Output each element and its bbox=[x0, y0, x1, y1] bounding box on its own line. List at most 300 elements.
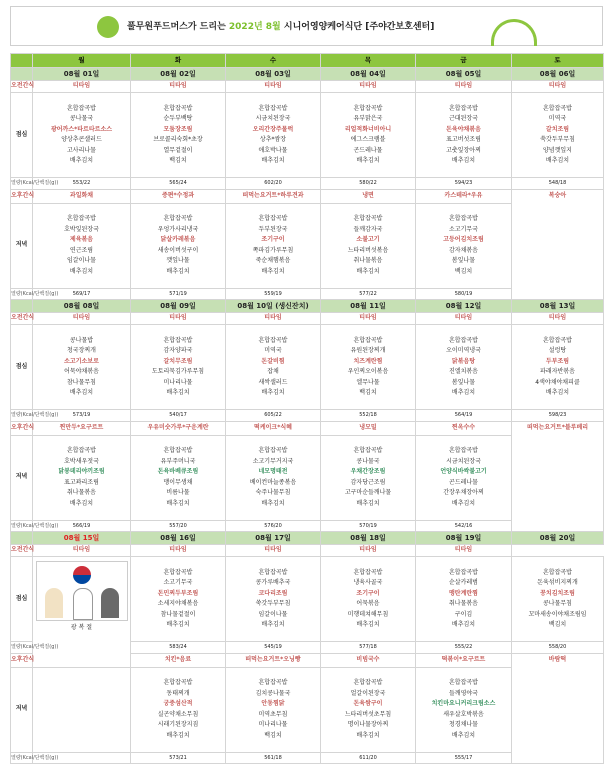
menu-item: 표고버섯조림 bbox=[446, 136, 481, 143]
pm-snack-cell: 떡케이크*식혜 bbox=[226, 421, 321, 435]
cal-cell: 598/23 bbox=[512, 410, 604, 422]
lunch-cell bbox=[33, 325, 131, 410]
am-snack-cell: 티타임 bbox=[131, 81, 226, 93]
menu-item: 콩나물무침 bbox=[543, 600, 572, 607]
lunch-row bbox=[11, 325, 604, 410]
cal-cell: 602/20 bbox=[226, 178, 321, 190]
menu-item: 시래기된장지짐 bbox=[157, 721, 199, 728]
dinner-cell bbox=[33, 435, 131, 520]
date-cell: 08월 11일 bbox=[321, 300, 416, 313]
dinner-cell bbox=[321, 435, 416, 520]
menu-item: 4색야채야채피클 bbox=[535, 378, 580, 386]
date-cell: 08월 13일 bbox=[512, 300, 604, 313]
day-header-2: 수 bbox=[226, 54, 321, 68]
cal-cell: 611/20 bbox=[321, 752, 416, 764]
menu-item: 배추김치 bbox=[166, 499, 190, 507]
menu-item: 고구마순들깨나물 bbox=[344, 489, 392, 496]
menu-item: 돈육야채볶음 bbox=[446, 125, 481, 133]
menu-item: 숙주나물무침 bbox=[255, 489, 291, 496]
pm-snack-cell: 떡볶이*요구르트 bbox=[416, 653, 512, 667]
menu-item: 궁중섬산적 bbox=[163, 700, 193, 707]
pm-snack-cell: 과일화채 bbox=[33, 189, 131, 203]
menu-item: 유부맑은국 bbox=[353, 115, 383, 122]
lunch-cell bbox=[416, 557, 512, 642]
cal-cell: 570/19 bbox=[321, 520, 416, 532]
menu-item: 미행데쳐해무침 bbox=[347, 610, 389, 618]
date-cell: 08월 15일 bbox=[33, 532, 131, 545]
cal-cell: 545/19 bbox=[226, 642, 321, 654]
menu-item: 꼬마새송이야채조림임 bbox=[528, 610, 587, 618]
am-snack-label: 오전간식 bbox=[11, 545, 33, 557]
menu-item: 흔합잡곡밥 bbox=[67, 104, 96, 112]
dinner-cell bbox=[226, 203, 321, 288]
menu-item: 흔합잡곡밥 bbox=[449, 215, 478, 222]
am-snack-label: 오전간식 bbox=[11, 81, 33, 93]
pm-snack-row bbox=[11, 189, 604, 203]
menu-item: 연근조림 bbox=[69, 246, 94, 254]
menu-item: 들깨감자국 bbox=[353, 225, 383, 233]
date-row bbox=[11, 300, 604, 313]
am-snack-cell: 티타임 bbox=[33, 313, 131, 325]
cal-cell: 605/22 bbox=[226, 410, 321, 422]
menu-item: 흔합잡곡밥 bbox=[163, 679, 193, 686]
menu-item: 흔합잡곡밥 bbox=[543, 568, 572, 576]
menu-item: 배추김치 bbox=[451, 621, 476, 628]
pm-snack-cell: 카스테라*우유 bbox=[416, 189, 512, 203]
lunch-label: 점심 bbox=[11, 325, 33, 410]
dinner-cal-label: 열량(Kcal/단백질(g)) bbox=[11, 520, 33, 532]
date-row bbox=[11, 532, 604, 545]
am-snack-cell: 티타임 bbox=[416, 313, 512, 325]
menu-item: 유부주머니국 bbox=[160, 457, 196, 465]
menu-item: 양념깻잎지 bbox=[543, 146, 572, 154]
menu-item: 코다리조림 bbox=[258, 589, 288, 597]
date-row bbox=[11, 68, 604, 81]
cal-cell: 542/16 bbox=[416, 520, 512, 532]
menu-item: 닭봉데리야끼조림 bbox=[58, 468, 105, 475]
date-corner bbox=[11, 532, 33, 545]
menu-item: 소고기무국 bbox=[163, 579, 193, 586]
menu-item: 언양식바싹불고기 bbox=[440, 468, 487, 475]
menu-item: 새우살호박볶음 bbox=[443, 710, 484, 718]
menu-item: 콩나물국 bbox=[69, 115, 94, 122]
holiday-cell bbox=[33, 557, 131, 668]
menu-item: 백김치 bbox=[169, 157, 187, 164]
menu-item: 배추김치 bbox=[69, 267, 94, 275]
pm-snack-cell: 떠먹는요거트*오닝빵 bbox=[226, 653, 321, 667]
menu-item: 순두부백탕 bbox=[163, 115, 193, 122]
holiday-flag-illustration-icon bbox=[36, 561, 128, 621]
lunch-cell bbox=[131, 325, 226, 410]
dinner-label: 저녁 bbox=[11, 667, 33, 752]
title-prefix: 풀무원푸드머스가 드리는 bbox=[127, 22, 229, 32]
cal-cell: 557/20 bbox=[131, 520, 226, 532]
menu-item: 쪽파김가루무침 bbox=[252, 246, 294, 254]
cal-cell: 580/22 bbox=[321, 178, 416, 190]
date-cell: 08월 16일 bbox=[131, 532, 226, 545]
cal-cell: 559/19 bbox=[226, 288, 321, 300]
menu-item: 리얼적화너비아니 bbox=[344, 125, 392, 133]
menu-item: 맹이무생채 bbox=[163, 478, 193, 486]
cal-cell: 594/23 bbox=[416, 178, 512, 190]
dinner-cell bbox=[321, 667, 416, 752]
pm-snack-cell: 바람떡 bbox=[512, 653, 604, 764]
date-cell: 08월 10일 (생신잔치) bbox=[226, 300, 321, 313]
lunch-cell bbox=[131, 557, 226, 642]
date-cell: 08월 02일 bbox=[131, 68, 226, 81]
menu-item: 배추김치 bbox=[356, 267, 380, 275]
menu-item: 흔합잡곡밥 bbox=[449, 447, 478, 454]
menu-item: 상추*쌈장 bbox=[259, 136, 287, 143]
illustration-part bbox=[45, 588, 63, 618]
date-cell: 08월 09일 bbox=[131, 300, 226, 313]
menu-item: 돈육섞비지찌개 bbox=[537, 579, 578, 586]
menu-item: 흔합잡곡밥 bbox=[258, 568, 288, 576]
pm-snack-cell: 찐만두*요구르트 bbox=[33, 421, 131, 435]
menu-item: 배추김치 bbox=[166, 267, 190, 275]
pm-snack-cell: 찐옥수수 bbox=[416, 421, 512, 435]
lunch-cell bbox=[321, 325, 416, 410]
lunch-cell bbox=[131, 93, 226, 178]
menu-item: 오리간장주물럭 bbox=[252, 125, 294, 133]
dinner-cell bbox=[416, 435, 512, 520]
cal-cell: 553/22 bbox=[33, 178, 131, 190]
lunch-cell bbox=[416, 93, 512, 178]
dinner-cell bbox=[131, 435, 226, 520]
menu-item: 미역국 bbox=[264, 347, 282, 354]
am-snack-row bbox=[11, 545, 604, 557]
menu-item: 새싹샐러드 bbox=[258, 378, 288, 386]
menu-item: 치즈계란찜 bbox=[353, 357, 383, 365]
lunch-label: 점심 bbox=[11, 557, 33, 642]
menu-item: 흔합잡곡밥 bbox=[353, 568, 383, 576]
menu-item: 소세지야채볶음 bbox=[157, 600, 199, 607]
pm-snack-cell: 비빔국수 bbox=[321, 653, 416, 667]
pm-snack-cell: 복숭아 bbox=[512, 189, 604, 300]
menu-item: 돈육쌈구이 bbox=[353, 700, 383, 707]
menu-item: 오이미역냉국 bbox=[446, 347, 481, 354]
menu-item: 미역초무침 bbox=[258, 710, 288, 718]
dinner-cell bbox=[131, 203, 226, 288]
menu-item: 백김치 bbox=[359, 389, 377, 396]
am-snack-cell: 티타임 bbox=[33, 81, 131, 93]
menu-item: 실곤약채소무침 bbox=[157, 710, 199, 718]
menu-item: 조기구이 bbox=[356, 589, 380, 597]
am-snack-cell: 티타임 bbox=[321, 545, 416, 557]
menu-item: 배추김치 bbox=[166, 621, 190, 628]
menu-item: 호박잎된장국 bbox=[64, 225, 99, 233]
menu-item: 콩나물밥 bbox=[69, 336, 94, 344]
menu-item: 꽁치김치조림 bbox=[540, 589, 575, 597]
dinner-cell bbox=[226, 667, 321, 752]
menu-item: 배추김치 bbox=[356, 731, 380, 739]
menu-item: 흔합잡곡밥 bbox=[353, 215, 383, 222]
menu-item: 광어까스*타르타르소스 bbox=[50, 125, 113, 133]
menu-item: 흔합잡곡밥 bbox=[67, 447, 96, 454]
menu-item: 참나물겉절이 bbox=[160, 610, 196, 618]
decorative-arc-icon bbox=[491, 19, 537, 46]
brand-logo-icon bbox=[97, 16, 119, 38]
menu-item: 백김치 bbox=[264, 731, 282, 739]
dinner-cell bbox=[226, 435, 321, 520]
pm-snack-label: 오후간식 bbox=[11, 421, 33, 435]
menu-item: 닭살카레볶음 bbox=[160, 236, 196, 243]
menu-item: 깻잎나물 bbox=[166, 257, 190, 264]
menu-item: 배추김치 bbox=[356, 621, 380, 628]
menu-item: 흔합잡곡밥 bbox=[163, 104, 193, 112]
menu-item: 감자채볶음 bbox=[449, 246, 478, 254]
menu-item: 봄잎나물 bbox=[451, 378, 476, 386]
menu-item: 미나리나물 bbox=[258, 721, 288, 728]
pm-snack-cell: 치킨*음료 bbox=[131, 653, 226, 667]
menu-item: 소고기무국 bbox=[449, 225, 478, 233]
menu-item: 소고기소보로 bbox=[64, 357, 99, 365]
corner-cell bbox=[11, 54, 33, 68]
am-snack-cell: 티타임 bbox=[416, 545, 512, 557]
menu-item: 비름나물 bbox=[166, 489, 190, 496]
menu-item: 순살카레범 bbox=[449, 579, 478, 586]
lunch-cell bbox=[226, 93, 321, 178]
menu-item: 김치콩나물국 bbox=[255, 689, 291, 697]
menu-item: 소고기무거지국 bbox=[252, 457, 294, 465]
am-snack-cell: 티타임 bbox=[131, 313, 226, 325]
day-header-0: 월 bbox=[33, 54, 131, 68]
menu-item: 진엘치볶음 bbox=[449, 368, 478, 375]
menu-item: 돈갈비찜 bbox=[261, 357, 285, 365]
menu-item: 백김치 bbox=[454, 267, 473, 275]
menu-item: 흔합잡곡밥 bbox=[258, 679, 288, 686]
menu-item: 배추김치 bbox=[166, 731, 190, 739]
am-snack-cell: 티타임 bbox=[512, 81, 604, 93]
day-header-4: 금 bbox=[416, 54, 512, 68]
menu-item: 미역국 bbox=[548, 115, 567, 122]
dinner-cell bbox=[321, 203, 416, 288]
menu-item: 흔합잡곡밥 bbox=[163, 568, 193, 576]
menu-item: 우인찌오이볶음 bbox=[347, 368, 389, 375]
menu-item: 조기구이 bbox=[261, 236, 285, 243]
menu-item: 배추김치 bbox=[356, 499, 380, 507]
menu-item: 배추김치 bbox=[451, 389, 476, 396]
menu-item: 에그스크램블 bbox=[350, 136, 386, 143]
menu-item: 갈치조림 bbox=[545, 125, 570, 133]
menu-item: 배추김치 bbox=[261, 157, 285, 164]
lunch-cell bbox=[512, 325, 604, 410]
menu-item: 곤드레나물 bbox=[353, 146, 383, 154]
date-cell: 08월 06일 bbox=[512, 68, 604, 81]
cal-cell: 573/21 bbox=[131, 752, 226, 764]
menu-item: 취나물볶음 bbox=[353, 257, 383, 264]
date-cell: 08월 03일 bbox=[226, 68, 321, 81]
day-header-3: 목 bbox=[321, 54, 416, 68]
menu-item: 고춧잎장아찌 bbox=[446, 146, 481, 154]
dinner-label: 저녁 bbox=[11, 203, 33, 288]
menu-item: 간장우채장아찌 bbox=[443, 489, 484, 496]
menu-item: 취나물볶음 bbox=[449, 600, 478, 607]
menu-item: 두부조림 bbox=[545, 357, 570, 365]
illustration-part bbox=[73, 588, 93, 620]
cal-cell: 552/18 bbox=[321, 410, 416, 422]
menu-item: 배추김치 bbox=[261, 621, 285, 628]
menu-item: 흔합잡곡밥 bbox=[258, 336, 288, 344]
menu-item: 배추김치 bbox=[356, 157, 380, 164]
date-cell: 08월 04일 bbox=[321, 68, 416, 81]
menu-item: 파래자반볶음 bbox=[540, 368, 575, 375]
lunch-label: 점심 bbox=[11, 93, 33, 178]
date-cell: 08월 18일 bbox=[321, 532, 416, 545]
menu-item: 치킨마요니커리크림소스 bbox=[431, 700, 496, 707]
date-cell: 08월 20일 bbox=[512, 532, 604, 545]
menu-item: 취나물볶음 bbox=[67, 489, 96, 496]
am-snack-cell: 티타임 bbox=[226, 313, 321, 325]
menu-item: 흔합잡곡밥 bbox=[543, 104, 572, 112]
lunch-cal-row bbox=[11, 178, 604, 190]
menu-item: 도토리묵김가루무침 bbox=[151, 368, 205, 375]
am-snack-cell: 티타임 bbox=[321, 313, 416, 325]
date-cell: 08월 01일 bbox=[33, 68, 131, 81]
menu-item: 잡채 bbox=[267, 368, 279, 375]
menu-item: 흔합잡곡밥 bbox=[543, 336, 572, 344]
menu-item: 배추김치 bbox=[451, 157, 476, 164]
menu-item: 베이컨마늘종볶음 bbox=[249, 478, 297, 486]
menu-item: 쑥갓두부무침 bbox=[540, 136, 575, 143]
lunch-cal-label: 열량(Kcal/단백질(g)) bbox=[11, 178, 33, 190]
am-snack-row bbox=[11, 313, 604, 325]
menu-item: 근대된장국 bbox=[449, 115, 478, 122]
am-snack-cell: 티타임 bbox=[416, 81, 512, 93]
menu-item: 어묵야채볶음 bbox=[64, 368, 99, 375]
lunch-cell bbox=[416, 325, 512, 410]
menu-item: 고사리나물 bbox=[67, 146, 96, 154]
am-snack-label: 오전간식 bbox=[11, 313, 33, 325]
illustration-part bbox=[101, 588, 119, 618]
date-corner bbox=[11, 300, 33, 313]
menu-item: 느타리버섯볶음 bbox=[347, 246, 389, 254]
cal-cell: 577/18 bbox=[321, 642, 416, 654]
header-banner bbox=[10, 6, 603, 46]
menu-item: 흔합잡곡밥 bbox=[258, 104, 288, 112]
cal-cell: 569/17 bbox=[33, 288, 131, 300]
cal-cell: 576/20 bbox=[226, 520, 321, 532]
menu-item: 구이김 bbox=[454, 610, 473, 618]
menu-item: 흔합잡곡밥 bbox=[449, 104, 478, 112]
menu-item: 동태찌개 bbox=[166, 689, 190, 697]
menu-item: 흔합잡곡밥 bbox=[353, 104, 383, 112]
pm-snack-cell: 떠먹는요거트*블루베리 bbox=[512, 421, 604, 532]
menu-item: 안동찜닭 bbox=[261, 700, 285, 707]
menu-item: 임갈이나물 bbox=[67, 257, 96, 264]
menu-item: 임갈이나물 bbox=[258, 610, 288, 618]
cal-cell: 548/18 bbox=[512, 178, 604, 190]
cal-cell: 571/19 bbox=[131, 288, 226, 300]
menu-item: 돈육바베큐조림 bbox=[157, 468, 199, 475]
menu-item: 새송이버섯구이 bbox=[157, 246, 199, 254]
menu-item: 흔합잡곡밥 bbox=[163, 447, 193, 454]
menu-item: 흔합잡곡밥 bbox=[258, 447, 288, 454]
day-header-5: 토 bbox=[512, 54, 604, 68]
menu-item: 얼갈이된장국 bbox=[350, 689, 386, 697]
menu-item: 느타리버섯초무침 bbox=[344, 710, 392, 718]
menu-item: 우채간장조림 bbox=[350, 468, 386, 475]
menu-item: 들깨영야국 bbox=[449, 689, 478, 697]
day-header-1: 화 bbox=[131, 54, 226, 68]
cal-cell: 555/22 bbox=[416, 642, 512, 654]
cal-cell: 561/18 bbox=[226, 752, 321, 764]
lunch-cell bbox=[321, 93, 416, 178]
menu-item: 양상추콘샐러드 bbox=[61, 136, 102, 143]
dinner-cell bbox=[131, 667, 226, 752]
cal-cell: 565/24 bbox=[131, 178, 226, 190]
menu-item: 흔합잡곡밥 bbox=[163, 215, 193, 222]
lunch-row bbox=[11, 557, 604, 642]
menu-item: 우엉가사리냉국 bbox=[157, 225, 199, 233]
menu-item: 애호박나물 bbox=[258, 146, 288, 154]
dinner-cal-label: 열량(Kcal/단백질(g)) bbox=[11, 288, 33, 300]
pm-snack-cell: 떠먹는요거트*하루견과 bbox=[226, 189, 321, 203]
cal-cell: 558/20 bbox=[512, 642, 604, 654]
lunch-cell bbox=[512, 93, 604, 178]
dinner-label: 저녁 bbox=[11, 435, 33, 520]
menu-item: 엘무나물 bbox=[356, 378, 380, 386]
lunch-cell bbox=[226, 557, 321, 642]
day-header-row bbox=[11, 54, 604, 68]
date-corner bbox=[11, 68, 33, 81]
dinner-cell bbox=[416, 667, 512, 752]
menu-item: 맹탄계란찜 bbox=[449, 589, 478, 597]
menu-item: 냉육사골국 bbox=[353, 579, 383, 586]
dinner-cell bbox=[416, 203, 512, 288]
menu-item: 감자양파국 bbox=[163, 347, 193, 354]
menu-item: 백김치 bbox=[548, 621, 567, 628]
lunch-cal-label: 열량(Kcal/단백질(g)) bbox=[11, 410, 33, 422]
pm-snack-label: 오후간식 bbox=[11, 653, 33, 667]
menu-item: 죽순채햄볶음 bbox=[255, 257, 291, 264]
menu-item: 네모명태전 bbox=[258, 468, 288, 475]
menu-item: 모둠장조림 bbox=[163, 125, 193, 133]
menu-item: 배추김치 bbox=[261, 389, 285, 396]
date-cell: 08월 08일 bbox=[33, 300, 131, 313]
am-snack-cell: 티타임 bbox=[33, 545, 131, 557]
pm-snack-cell: 증편*수정과 bbox=[131, 189, 226, 203]
cal-cell: 555/17 bbox=[416, 752, 512, 764]
menu-item: 배추김치 bbox=[545, 157, 570, 164]
am-snack-cell: 티타임 bbox=[512, 313, 604, 325]
date-cell: 08월 19일 bbox=[416, 532, 512, 545]
menu-item: 배추김치 bbox=[69, 157, 94, 164]
menu-item: 흔합잡곡밥 bbox=[353, 447, 383, 454]
page-title bbox=[127, 19, 434, 32]
lunch-cal-row bbox=[11, 410, 604, 422]
lunch-cal-label: 열량(Kcal/단백질(g)) bbox=[11, 642, 33, 654]
menu-item: 시금치된장국 bbox=[255, 115, 291, 122]
menu-item: 쑥갓두부무침 bbox=[255, 600, 291, 607]
menu-item: 콩가루배추국 bbox=[255, 579, 291, 586]
illustration-part bbox=[73, 566, 91, 584]
menu-item: 배추김치 bbox=[261, 499, 285, 507]
title-month: 2022년 8월 bbox=[228, 22, 281, 32]
menu-item: 흔합잡곡밥 bbox=[67, 215, 96, 222]
menu-item: 제육볶음 bbox=[69, 236, 94, 243]
menu-item: 흔합잡곡밥 bbox=[353, 679, 383, 686]
dinner-cell bbox=[33, 203, 131, 288]
menu-item: 배추김치 bbox=[451, 499, 476, 507]
pm-snack-cell: 우유미숫가루*구운계란 bbox=[131, 421, 226, 435]
am-snack-cell: 티타임 bbox=[226, 545, 321, 557]
menu-item: 배추김치 bbox=[166, 389, 190, 396]
menu-item: 설렁탕 bbox=[548, 347, 567, 354]
cal-cell: 566/19 bbox=[33, 520, 131, 532]
cal-cell: 577/22 bbox=[321, 288, 416, 300]
menu-item: 배추김치 bbox=[69, 499, 94, 507]
